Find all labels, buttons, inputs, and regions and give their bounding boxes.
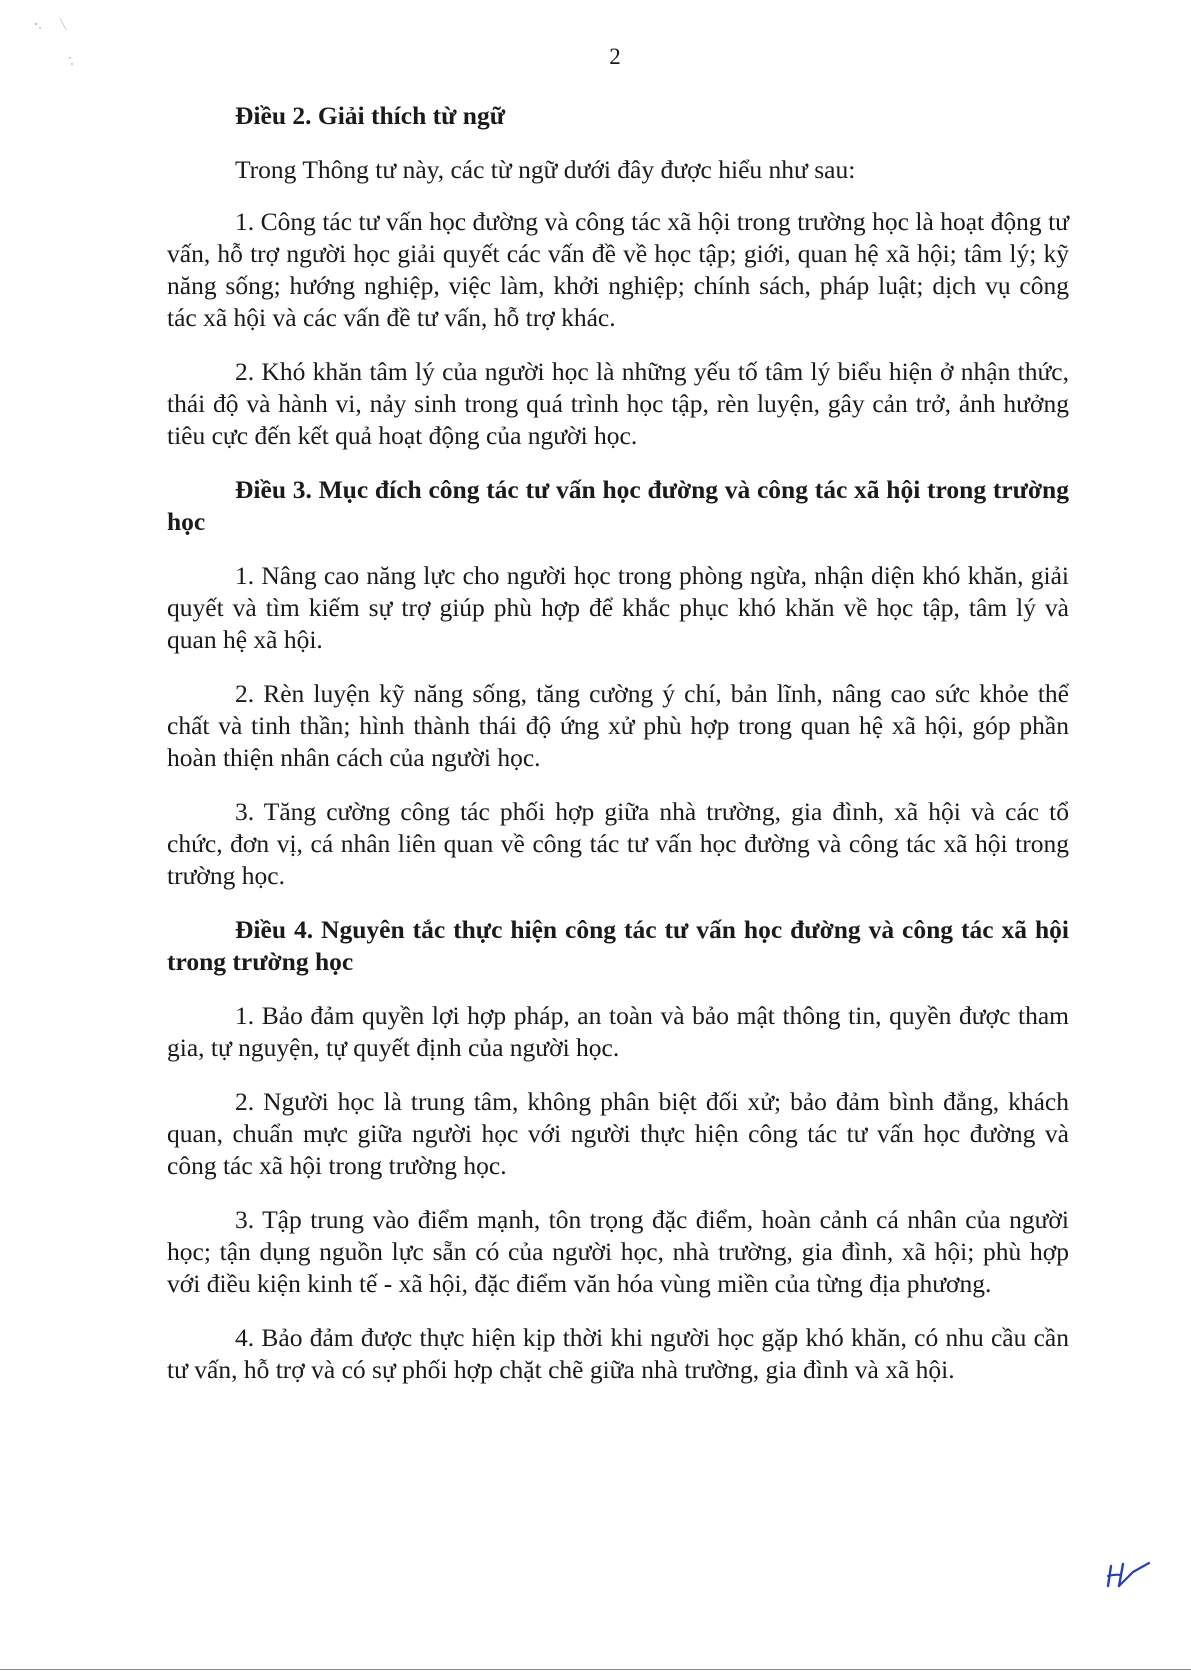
article-paragraph: 1. Nâng cao năng lực cho người học trong phòng ngừa, nhận diện khó khăn, giải quyết và tìm kiếm sự trợ giúp phù hợp để khắc phục khó khăn về học tập, tâm lý và quan hệ xã hội. <box>167 561 1069 654</box>
article-heading: Điều 4. Nguyên tắc thực hiện công tác tư vấn học đường và công tác xã hội trong trường học <box>167 915 1069 976</box>
article-paragraph: 3. Tăng cường công tác phối hợp giữa nhà trường, gia đình, xã hội và các tổ chức, đơn vị, cá nhân liên quan về công tác tư vấn học đường và công tác xã hội trong trường học. <box>167 797 1069 890</box>
handwritten-initials-icon <box>1105 1560 1155 1592</box>
article-2 <box>167 100 1069 452</box>
article-3 <box>167 474 1069 892</box>
article-paragraph: 1. Công tác tư vấn học đường và công tác xã hội trong trường học là hoạt động tư vấn, hỗ trợ người học giải quyết các vấn đề về học tập; giới, quan hệ xã hội; tâm lý; kỹ năng sống; hướng nghiệp, việc làm, khởi nghiệp; chính sách, pháp luật; dịch vụ công tác xã hội và các vấn đề tư vấn, hỗ trợ khác. <box>167 207 1069 332</box>
article-paragraph: 1. Bảo đảm quyền lợi hợp pháp, an toàn và bảo mật thông tin, quyền được tham gia, tự nguyện, tự quyết định của người học. <box>167 1001 1069 1062</box>
article-paragraph: 2. Người học là trung tâm, không phân biệt đối xử; bảo đảm bình đẳng, khách quan, chuẩn mực giữa người học với người thực hiện công tác tư vấn học đường và công tác xã hội trong trường học. <box>167 1087 1069 1180</box>
article-paragraph: 4. Bảo đảm được thực hiện kịp thời khi người học gặp khó khăn, có nhu cầu cần tư vấn, hỗ trợ và có sự phối hợp chặt chẽ giữa nhà trường, gia đình và xã hội. <box>167 1323 1069 1384</box>
article-paragraph: 2. Rèn luyện kỹ năng sống, tăng cường ý chí, bản lĩnh, nâng cao sức khỏe thể chất và tinh thần; hình thành thái độ ứng xử phù hợp trong quan hệ xã hội, góp phần hoàn thiện nhân cách của người học. <box>167 679 1069 772</box>
initials-signature <box>1105 1560 1155 1592</box>
page-number: 2 <box>609 44 621 69</box>
document-body <box>167 100 1069 1408</box>
article-paragraph: 3. Tập trung vào điểm mạnh, tôn trọng đặc điểm, hoàn cảnh cá nhân của người học; tận dụng nguồn lực sẵn có của người học, nhà trường, gia đình, xã hội; phù hợp với điều kiện kinh tế - xã hội, đặc điểm văn hóa vùng miền của từng địa phương. <box>167 1205 1069 1298</box>
article-paragraph: Trong Thông tư này, các từ ngữ dưới đây được hiểu như sau: <box>235 155 856 184</box>
article-4 <box>167 914 1069 1386</box>
article-heading: Điều 2. Giải thích từ ngữ <box>235 101 506 130</box>
article-heading: Điều 3. Mục đích công tác tư vấn học đường và công tác xã hội trong trường học <box>167 475 1069 536</box>
scan-edge-line <box>0 1669 1191 1670</box>
article-paragraph: 2. Khó khăn tâm lý của người học là những yếu tố tâm lý biểu hiện ở nhận thức, thái độ và hành vi, nảy sinh trong quá trình học tập, rèn luyện, gây cản trở, ảnh hưởng tiêu cực đến kết quả hoạt động của người học. <box>167 357 1069 450</box>
